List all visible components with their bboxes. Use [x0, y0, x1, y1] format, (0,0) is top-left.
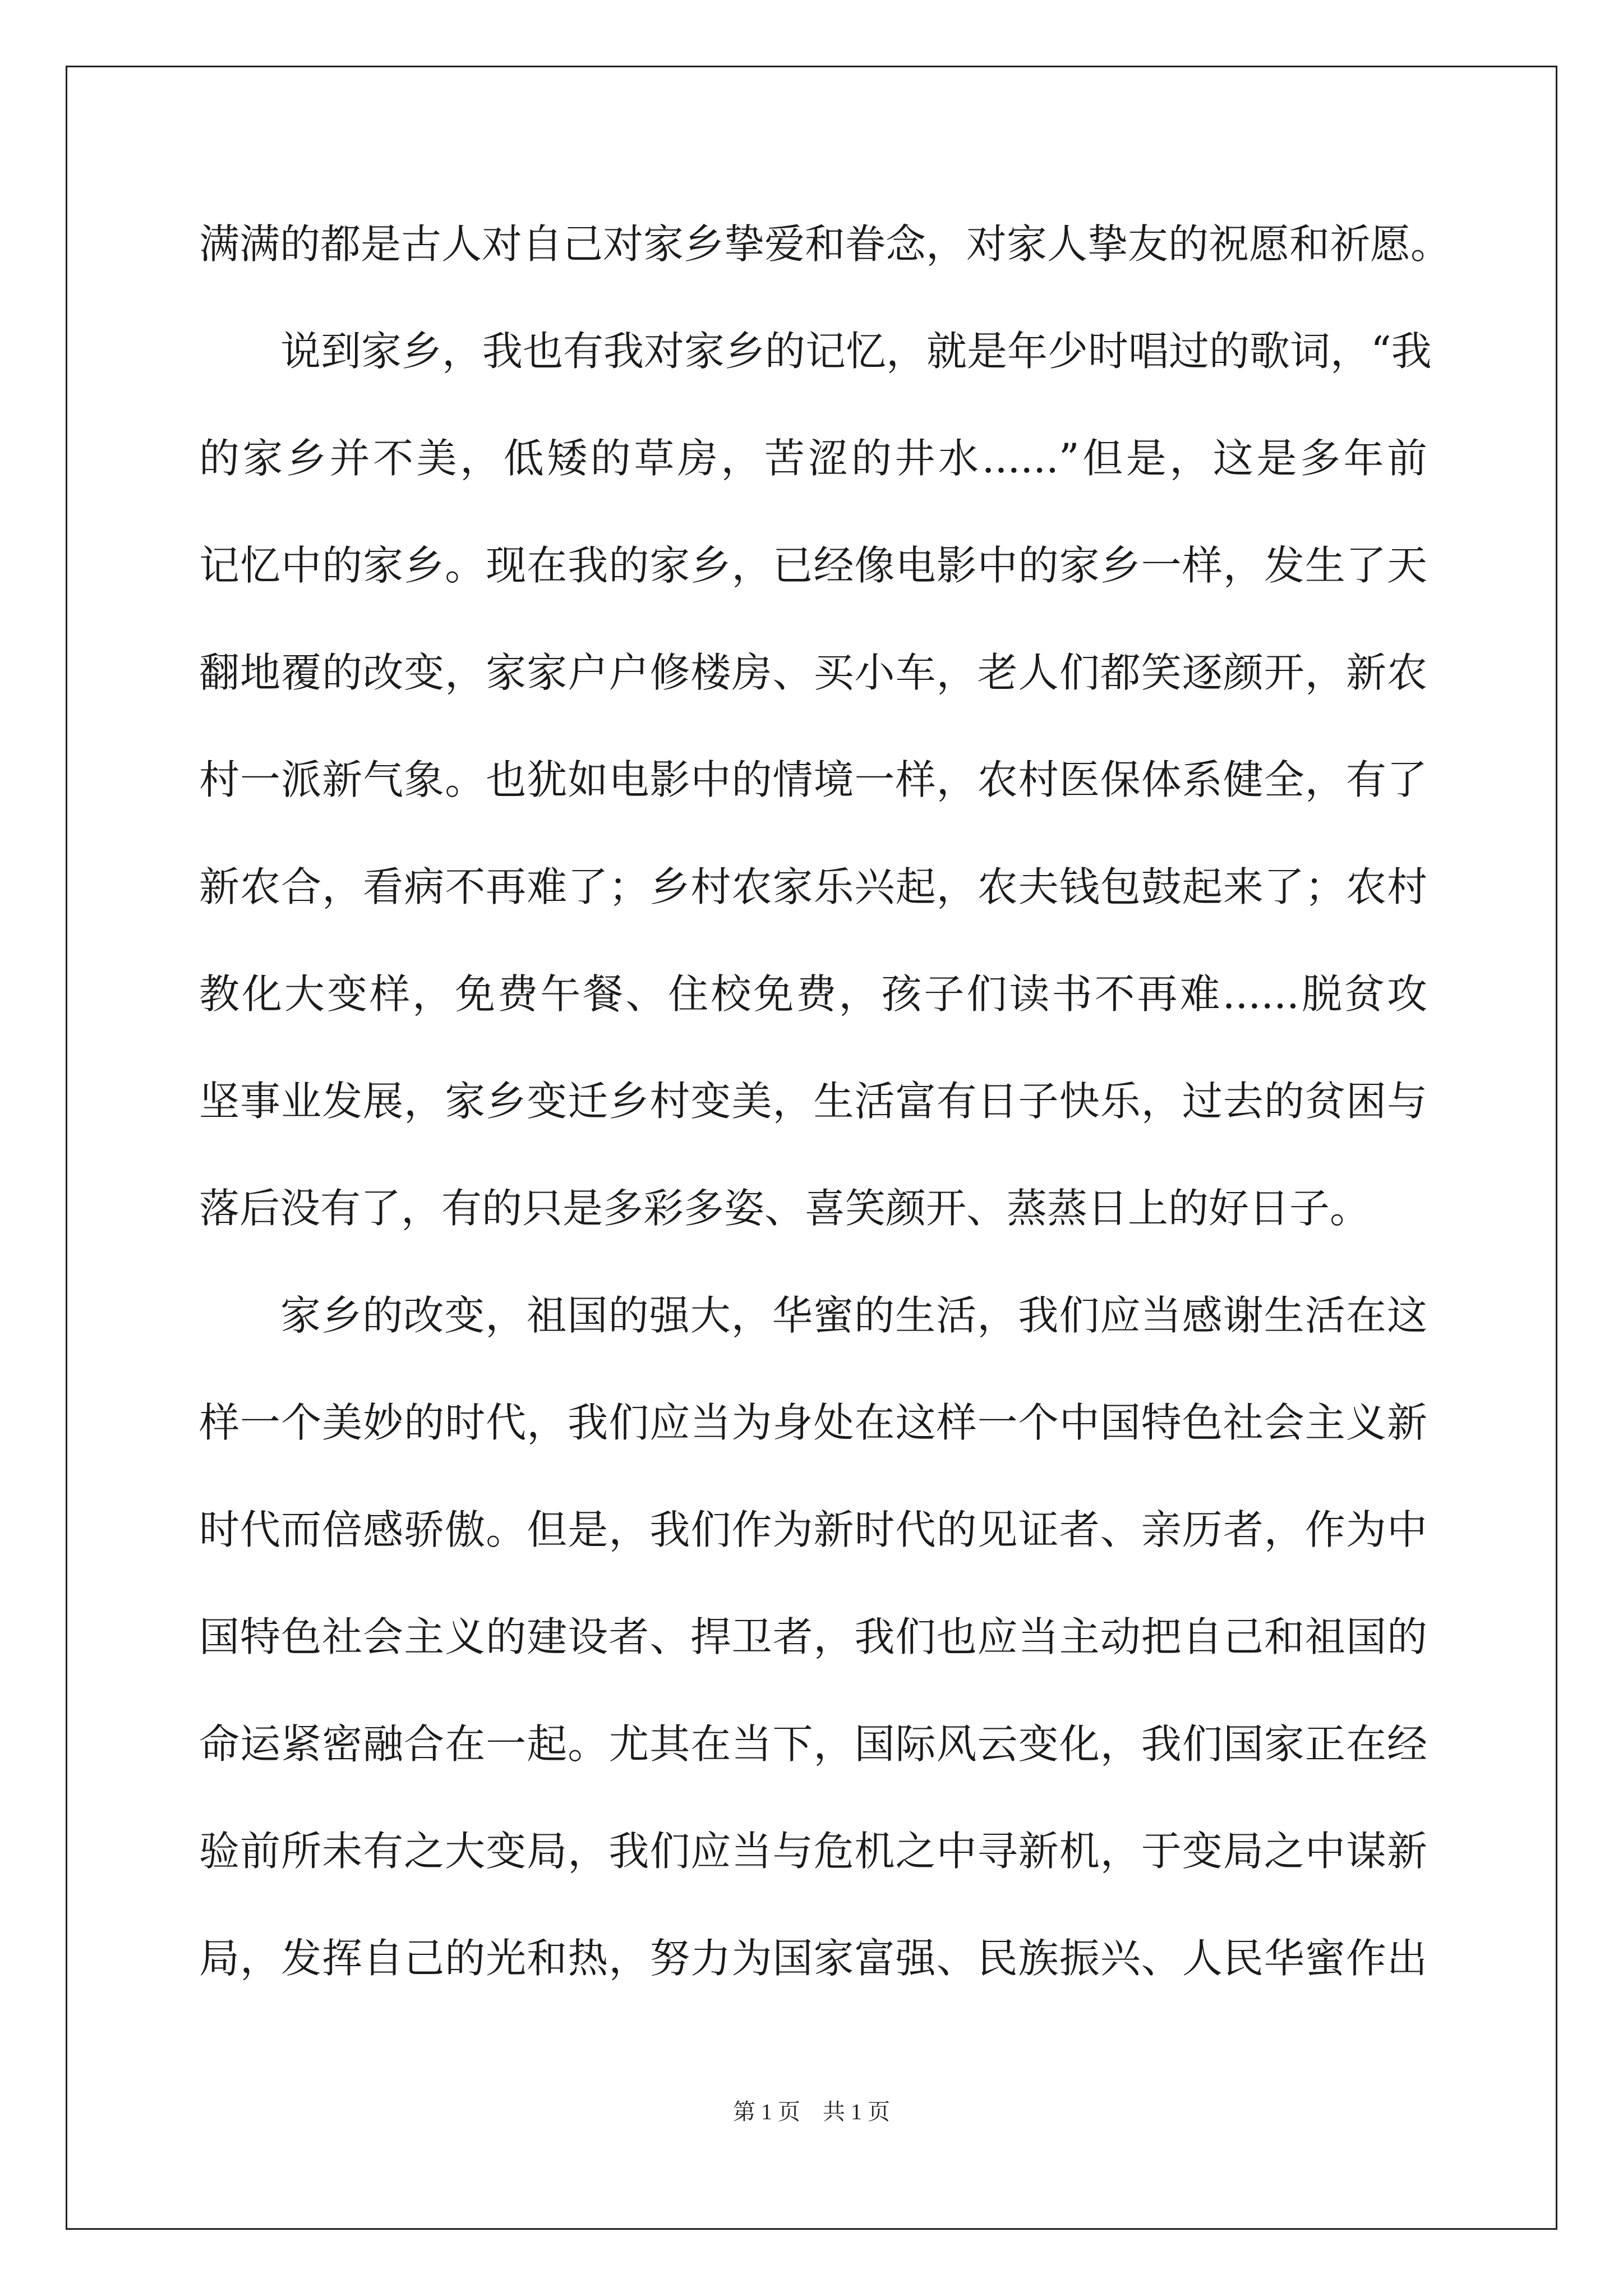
text-line: 家乡的改变，祖国的强大，华蜜的生活，我们应当感谢生活在这: [280, 1292, 1427, 1339]
page-number-footer: 第 1 页 共 1 页: [733, 2099, 890, 2124]
text-line: 国特色社会主义的建设者、捍卫者，我们也应当主动把自己和祖国的: [199, 1613, 1427, 1660]
text-line: 命运紧密融合在一起。尤其在当下，国际风云变化，我们国家正在经: [199, 1720, 1427, 1768]
page-border: [66, 66, 1557, 2230]
text-line: 翻地覆的改变，家家户户修楼房、买小车，老人们都笑逐颜开，新农: [199, 649, 1427, 696]
text-line: 教化大变样，免费午餐、住校免费，孩子们读书不再难......脱贫攻: [199, 970, 1427, 1018]
text-line: 村一派新气象。也犹如电影中的情境一样，农村医保体系健全，有了: [199, 756, 1427, 803]
text-line: 坚事业发展，家乡变迁乡村变美，生活富有日子快乐，过去的贫困与: [199, 1078, 1427, 1125]
text-line: 落后没有了，有的只是多彩多姿、喜笑颜开、蒸蒸日上的好日子。: [199, 1185, 1371, 1232]
text-line: 满满的都是古人对自己对家乡挚爱和眷念，对家人挚友的祝愿和祈愿。: [199, 220, 1451, 268]
text-line: 说到家乡，我也有我对家乡的记忆，就是年少时唱过的歌词，“我: [280, 328, 1432, 375]
text-line: 样一个美妙的时代，我们应当为身处在这样一个中国特色社会主义新: [199, 1399, 1427, 1446]
text-line: 验前所未有之大变局，我们应当与危机之中寻新机，于变局之中谋新: [199, 1828, 1427, 1875]
text-line: 局，发挥自己的光和热，努力为国家富强、民族振兴、人民华蜜作出: [199, 1935, 1427, 1982]
text-line: 的家乡并不美，低矮的草房，苦涩的井水......”但是，这是多年前: [199, 435, 1427, 482]
text-line: 新农合，看病不再难了；乡村农家乐兴起，农夫钱包鼓起来了；农村: [199, 863, 1427, 910]
text-line: 记忆中的家乡。现在我的家乡，已经像电影中的家乡一样，发生了天: [199, 542, 1427, 589]
text-line: 时代而倍感骄傲。但是，我们作为新时代的见证者、亲历者，作为中: [199, 1506, 1427, 1553]
